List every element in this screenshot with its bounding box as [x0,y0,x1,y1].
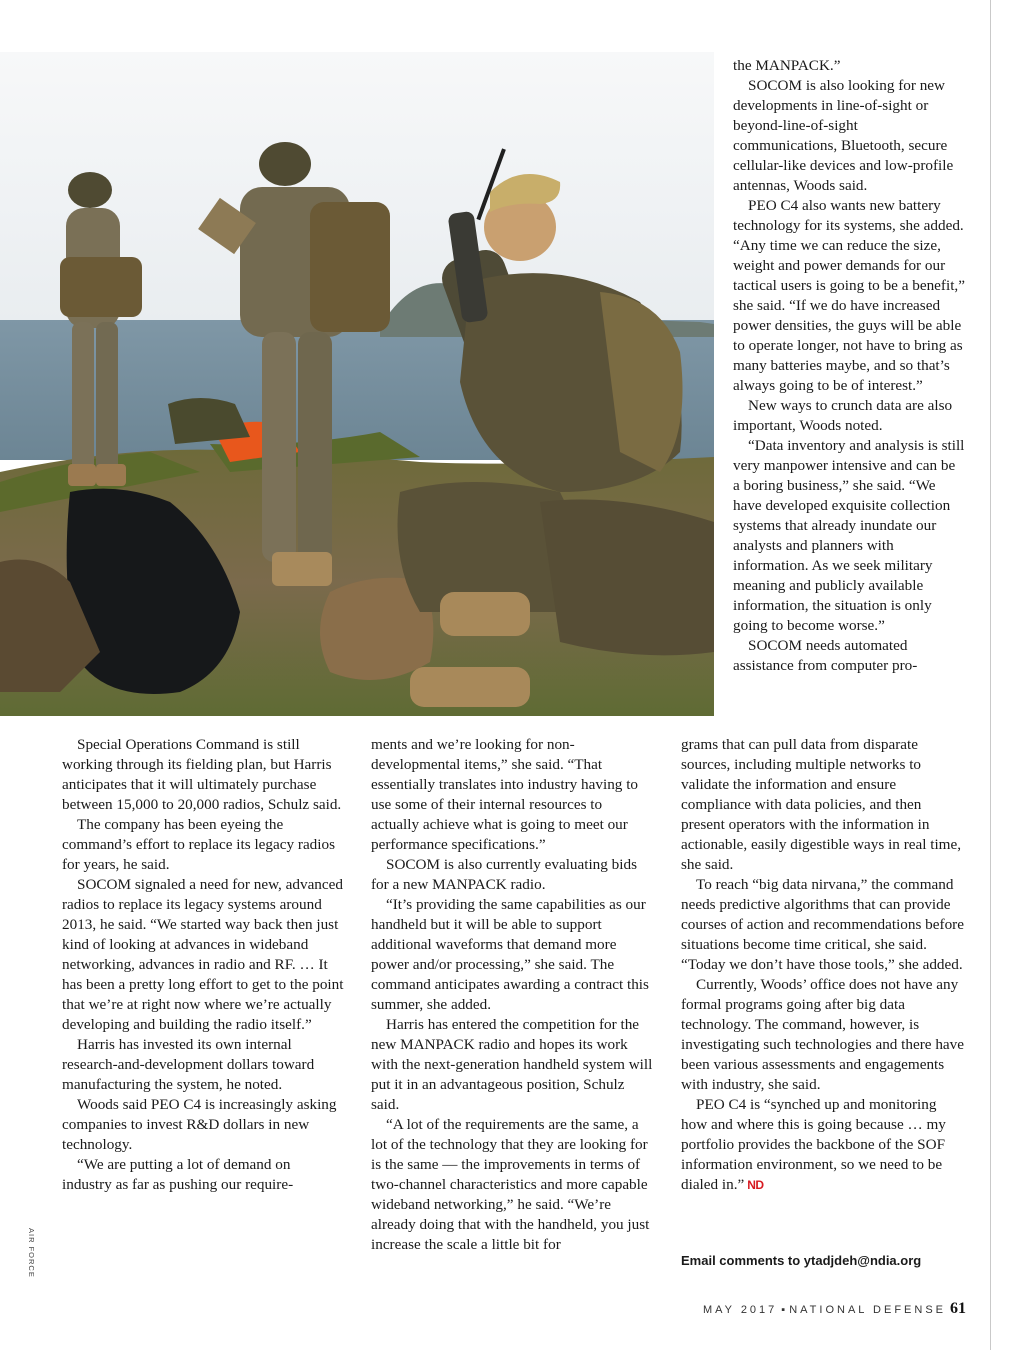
paragraph: the MANPACK.” [733,57,841,74]
paragraph: grams that can pull data from disparate sources, including multiple networks to validate the information and ensure compliance with data policies, and then present operators with the information in actionable, easily digestible ways in real time, she said. [681,736,962,873]
paragraph: “We are putting a lot of demand on industry as far as pushing our require- [62,1156,294,1193]
article-column-1 [62,735,344,1195]
email-comments-line: Email comments to ytadjdeh@ndia.org [681,1253,922,1268]
paragraph: PEO C4 also wants new battery technology for its systems, she added. “Any time we can reduce the size, weight and power demands for our tactical users is going to be a benefit,” she said. “If we do have increased power densities, the guys will be able to operate longer, not have to bring as many batteries maybe, and so that’s always going to be of interest.” [733,197,965,394]
article-column-2 [371,735,653,1255]
paragraph: ments and we’re looking for non-developmental items,” she said. “That essentially translates into industry having to use some of their internal resources to actually achieve what is going to meet our performance specifications.” [371,736,639,853]
paragraph: The company has been eyeing the command’s effort to replace its legacy radios for years, he said. [62,816,335,873]
article-column-3-bottom [681,735,965,1195]
paragraph: “It’s providing the same capabilities as our handheld but it will be able to support additional waveforms that demand more power and/or processing,” she said. The command anticipates awarding a contract this summer, she added. [371,896,649,1013]
paragraph: To reach “big data nirvana,” the command needs predictive algorithms that can provide courses of action and recommendations before situations become time critical, she said. “Today we don’t have those tools,” she added. [681,876,964,973]
issue-date: MAY 2017 [702,1304,778,1316]
paragraph: “A lot of the requirements are the same, a lot of the technology that they are looking for is the same — the improvements in terms of two-channel characteristics and more capable wideband networking,” he said. “We’re already doing that with the handheld, you just increase the scale a little bit for [371,1116,650,1253]
page-footer [703,1300,966,1318]
page-edge-rule [990,0,991,1350]
paragraph: SOCOM is also currently evaluating bids for a new MANPACK radio. [371,856,637,893]
final-paragraph [681,1095,965,1195]
paragraph: Special Operations Command is still working through its fielding plan, but Harris anticipates that it will ultimately purchase between 15,000 to 20,000 radios, Schulz said. [62,736,342,813]
paragraph: Woods said PEO C4 is increasingly asking companies to invest R&D dollars in new technology. [62,1096,337,1153]
end-mark-logo: ND [747,1178,764,1192]
marines-photo-illustration [0,52,714,716]
paragraph: Harris has entered the competition for the new MANPACK radio and hopes its work with the next-generation handheld system will put it in an advantageous position, Schulz said. [371,1016,653,1113]
paragraph: Harris has invested its own internal research-and-development dollars toward manufacturing the system, he noted. [62,1036,315,1093]
photo-credit: AIR FORCE [27,1228,36,1278]
paragraph-text: PEO C4 is “synched up and monitoring how and where this is going because … my portfolio provides the backbone of the SOF information environment, so we need to be dialed in.” [681,1096,946,1193]
page-number: 61 [950,1300,966,1317]
paragraph: “Data inventory and analysis is still very manpower intensive and can be a boring business,” she said. “We have developed exquisite collection systems that already inundate our analysts and planners with information. As we seek military meaning and publicly available information, the situation is only going to become worse.” [733,437,965,634]
footer-separator: ▪ [781,1304,786,1316]
magazine-name: NATIONAL DEFENSE [789,1304,946,1316]
article-column-3-top [733,56,965,676]
paragraph: SOCOM is also looking for new developments in line-of-sight or beyond-line-of-sight communications, Bluetooth, secure cellular-like devices and low-profile antennas, Woods said. [733,77,954,194]
paragraph: SOCOM needs automated assistance from computer pro- [733,637,918,674]
paragraph: Currently, Woods’ office does not have any formal programs going after big data technology. The command, however, is investigating such technologies and there have been various assessments and engagements with industry, she said. [681,976,964,1093]
paragraph: New ways to crunch data are also important, Woods noted. [733,397,953,434]
article-photo [0,52,714,716]
paragraph: SOCOM signaled a need for new, advanced radios to replace its legacy systems around 2013, he said. “We started way back then just kind of looking at advances in wideband networking, advances in radio and RF. … It has been a pretty long effort to get to the point that we’re at right now where we’re actually developing and building the radio itself.” [62,876,344,1033]
